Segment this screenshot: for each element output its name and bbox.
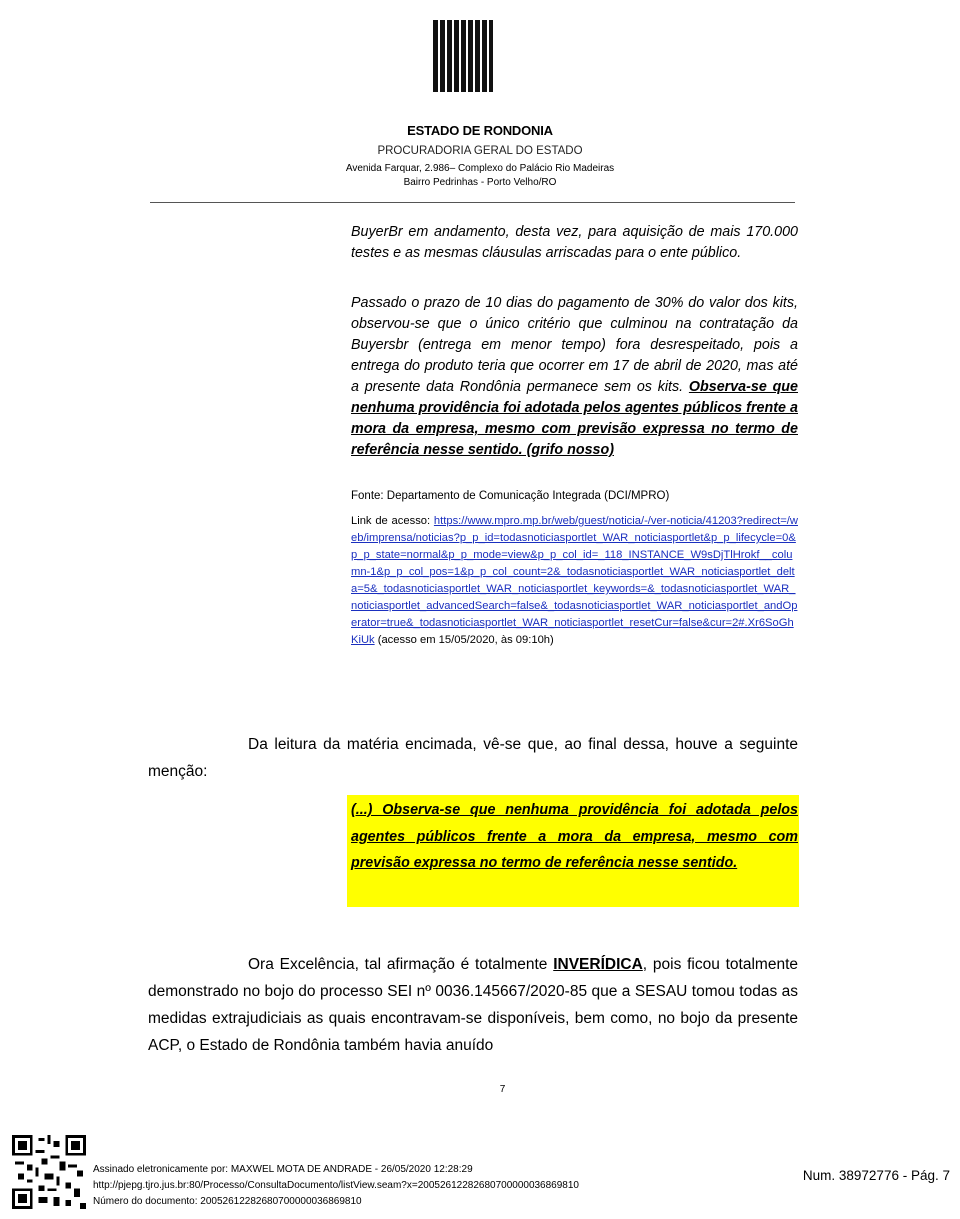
- body-p2-emphasis: INVERÍDICA: [553, 956, 643, 973]
- qr-code-icon: [12, 1135, 86, 1209]
- footer-document-number: Número do documento: 20052612282680700000036869810: [93, 1196, 362, 1207]
- access-link-block: [351, 513, 798, 649]
- body-paragraph-1: [148, 731, 798, 785]
- footer-url: http://pjepg.tjro.jus.br:80/Processo/ConsultaDocumento/listView.seam?x=20052612282680700000036869810: [93, 1180, 579, 1191]
- header-address-line2: Bairro Pedrinhas - Porto Velho/RO: [403, 177, 557, 188]
- quote-p2-text: Passado o prazo de 10 dias do pagamento de 30% do valor dos kits, observou-se que o único critério que culminou na contratação da Buyersbr (entrega em menor tempo) fora desrespeitado, pois a entrega do produto teria que ocorrer em 17 de abril de 2020, mas até a presente data Rondônia permanece sem os kits.: [351, 295, 798, 395]
- news-link[interactable]: https://www.mpro.mp.br/web/guest/noticia/-/ver-noticia/41203?redirect=/web/imprensa/noticias?p_p_id=todasnoticiasportlet_WAR_noticiasportlet&p_p_lifecycle=0&p_p_state=normal&p_p_mode=view&p_p_col_id=_118_INSTANCE_W9sDjTlHrokf__column-1&p_p_col_pos=1&p_p_col_count=2&_todasnoticiasportlet_WAR_noticiasportlet_delta=5&_todasnoticiasportlet_WAR_noticiasportlet_keywords=&_todasnoticiasportlet_WAR_noticiasportlet_advancedSearch=false&_todasnoticiasportlet_WAR_noticiasportlet_andOperator=true&_todasnoticiasportlet_WAR_noticiasportlet_resetCur=false&cur=2#.Xr6SoGhKiUk: [351, 515, 798, 646]
- body-p2-before: Ora Excelência, tal afirmação é totalmente: [248, 956, 548, 973]
- header-title: ESTADO DE RONDONIA: [407, 123, 553, 138]
- quote-paragraph-2: [351, 293, 798, 461]
- state-crest-icon: [433, 20, 493, 92]
- body-p1-text: Da leitura da matéria encimada, vê-se que, ao final dessa, houve a seguinte menção:: [148, 736, 798, 780]
- header-divider: [150, 202, 795, 203]
- footer-num-page: Num. 38972776 - Pág. 7: [802, 1168, 950, 1183]
- access-note: (acesso em 15/05/2020, às 09:10h): [377, 634, 554, 646]
- page-number: 7: [499, 1084, 506, 1095]
- header-address-line1: Avenida Farquar, 2.986– Complexo do Palácio Rio Madeiras: [345, 163, 615, 174]
- header-subtitle: PROCURADORIA GERAL DO ESTADO: [377, 145, 583, 157]
- highlighted-citation: (...) Observa-se que nenhuma providência foi adotada pelos agentes públicos frente a mora da empresa, mesmo com previsão expressa no termo de referência nesse sentido.: [351, 802, 798, 871]
- body-p2-after: , pois ficou totalmente demonstrado no bojo do processo SEI nº 0036.145667/2020-85 que a SESAU tomou todas as medidas extrajudiciais as quais encontravam-se disponíveis, bem como, no bojo da presente ACP, o Estado de Rondônia também havia anuído: [148, 956, 798, 1054]
- quote-paragraph-1: BuyerBr em andamento, desta vez, para aquisição de mais 170.000 testes e as mesmas cláusulas arriscadas para o ente público.: [351, 224, 798, 261]
- quote-p2-emphasis: Observa-se que nenhuma providência foi adotada pelos agentes públicos frente a mora da empresa, mesmo com previsão expressa no termo de referência nesse sentido. (grifo nosso): [351, 379, 798, 458]
- quote-source: Fonte: Departamento de Comunicação Integrada (DCI/MPRO): [351, 490, 670, 502]
- body-paragraph-2: [148, 951, 798, 1059]
- footer-signed-by: Assinado eletronicamente por: MAXWEL MOTA DE ANDRADE - 26/05/2020 12:28:29: [93, 1164, 473, 1175]
- link-label: Link de acesso:: [351, 515, 431, 527]
